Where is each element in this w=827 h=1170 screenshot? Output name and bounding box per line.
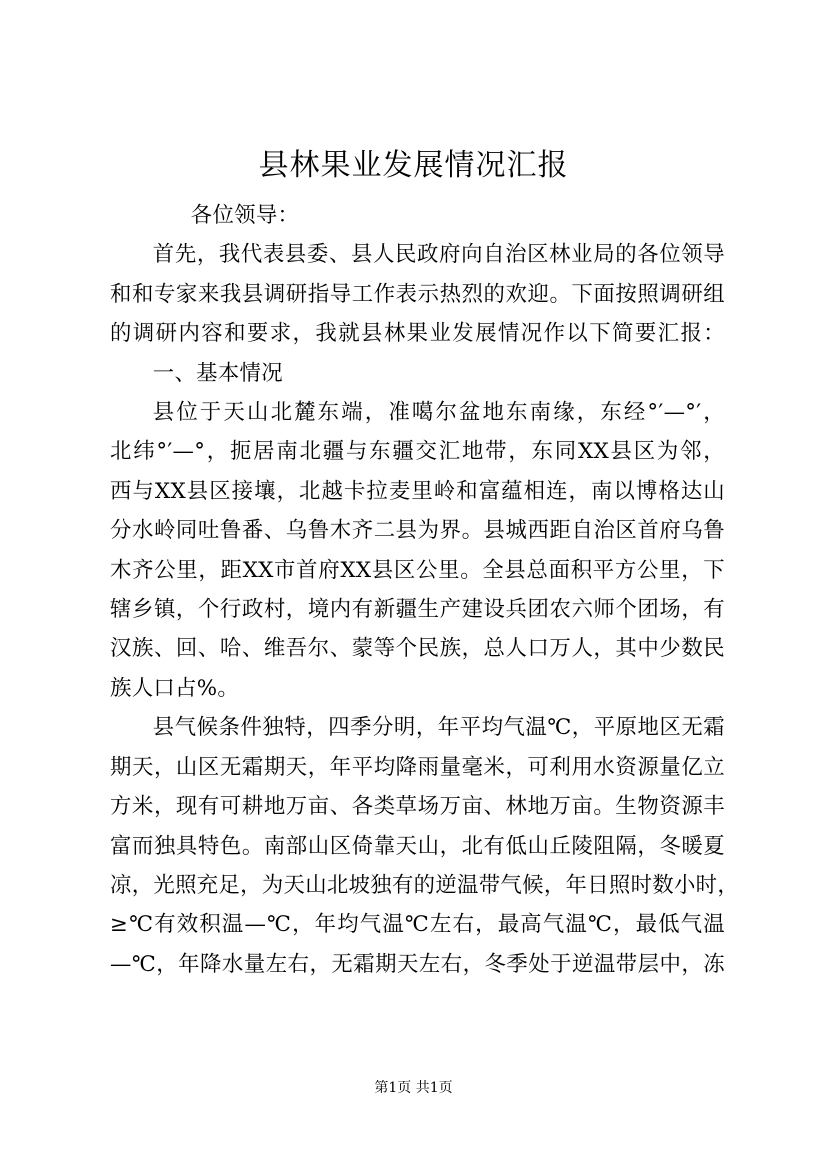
climate-paragraph: [110, 708, 740, 984]
text-line: 族人口占%。: [110, 675, 240, 701]
text-line: ≥℃有效积温—℃，年均气温℃左右，最高气温℃，最低气温: [110, 912, 725, 938]
document-title: 县林果业发展情况汇报: [258, 148, 569, 183]
text-line: 方米，现有可耕地万亩、各类草场万亩、林地万亩。生物资源丰: [110, 794, 725, 820]
text-line: 汉族、回、哈、维吾尔、蒙等个民族，总人口万人，其中少数民: [110, 636, 725, 662]
text-line: 分水岭同吐鲁番、乌鲁木齐二县为界。县城西距自治区首府乌鲁: [110, 518, 725, 544]
text-line: 西与XX县区接壤，北越卡拉麦里岭和富蕴相连，南以博格达山: [110, 478, 725, 504]
location-paragraph: [110, 393, 725, 708]
page-indicator: 第1页 共1页: [374, 1080, 453, 1096]
salutation-line: 各位领导：: [190, 203, 300, 228]
text-line: 首先，我代表县委、县人民政府向自治区林业局的各位领导: [152, 242, 725, 268]
text-line: 县气候条件独特，四季分明，年平均气温℃，平原地区无霜: [152, 715, 725, 741]
text-line: 的调研内容和要求，我就县林果业发展情况作以下简要汇报：: [110, 321, 725, 347]
text-line: 县位于天山北麓东端，准噶尔盆地东南缘，东经°′—°′，: [152, 400, 725, 426]
text-line: 和和专家来我县调研指导工作表示热烈的欢迎。下面按照调研组: [110, 281, 725, 307]
text-line: 期天，山区无霜期天，年平均降雨量毫米，可利用水资源量亿立: [110, 754, 725, 780]
document-body: [110, 196, 740, 984]
intro-paragraph: [110, 235, 725, 353]
text-line: 凉，光照充足，为天山北坡独有的逆温带气候，年日照时数小时，: [110, 872, 740, 898]
text-line: 北纬°′—°，扼居南北疆与东疆交汇地带，东同XX县区为邻，: [110, 439, 725, 465]
salutation: [110, 196, 725, 235]
text-line: 辖乡镇，个行政村，境内有新疆生产建设兵团农六师个团场，有: [110, 597, 725, 623]
text-line: —℃，年降水量左右，无霜期天左右，冬季处于逆温带层中，冻: [110, 951, 725, 977]
section-heading-text: 一、基本情况: [152, 360, 283, 386]
page-footer: [0, 1078, 827, 1098]
text-line: 木齐公里，距XX市首府XX县区公里。全县总面积平方公里，下: [110, 557, 725, 583]
section-heading-basic: [110, 354, 725, 393]
text-line: 富而独具特色。南部山区倚靠天山，北有低山丘陵阻隔，冬暖夏: [110, 833, 725, 859]
